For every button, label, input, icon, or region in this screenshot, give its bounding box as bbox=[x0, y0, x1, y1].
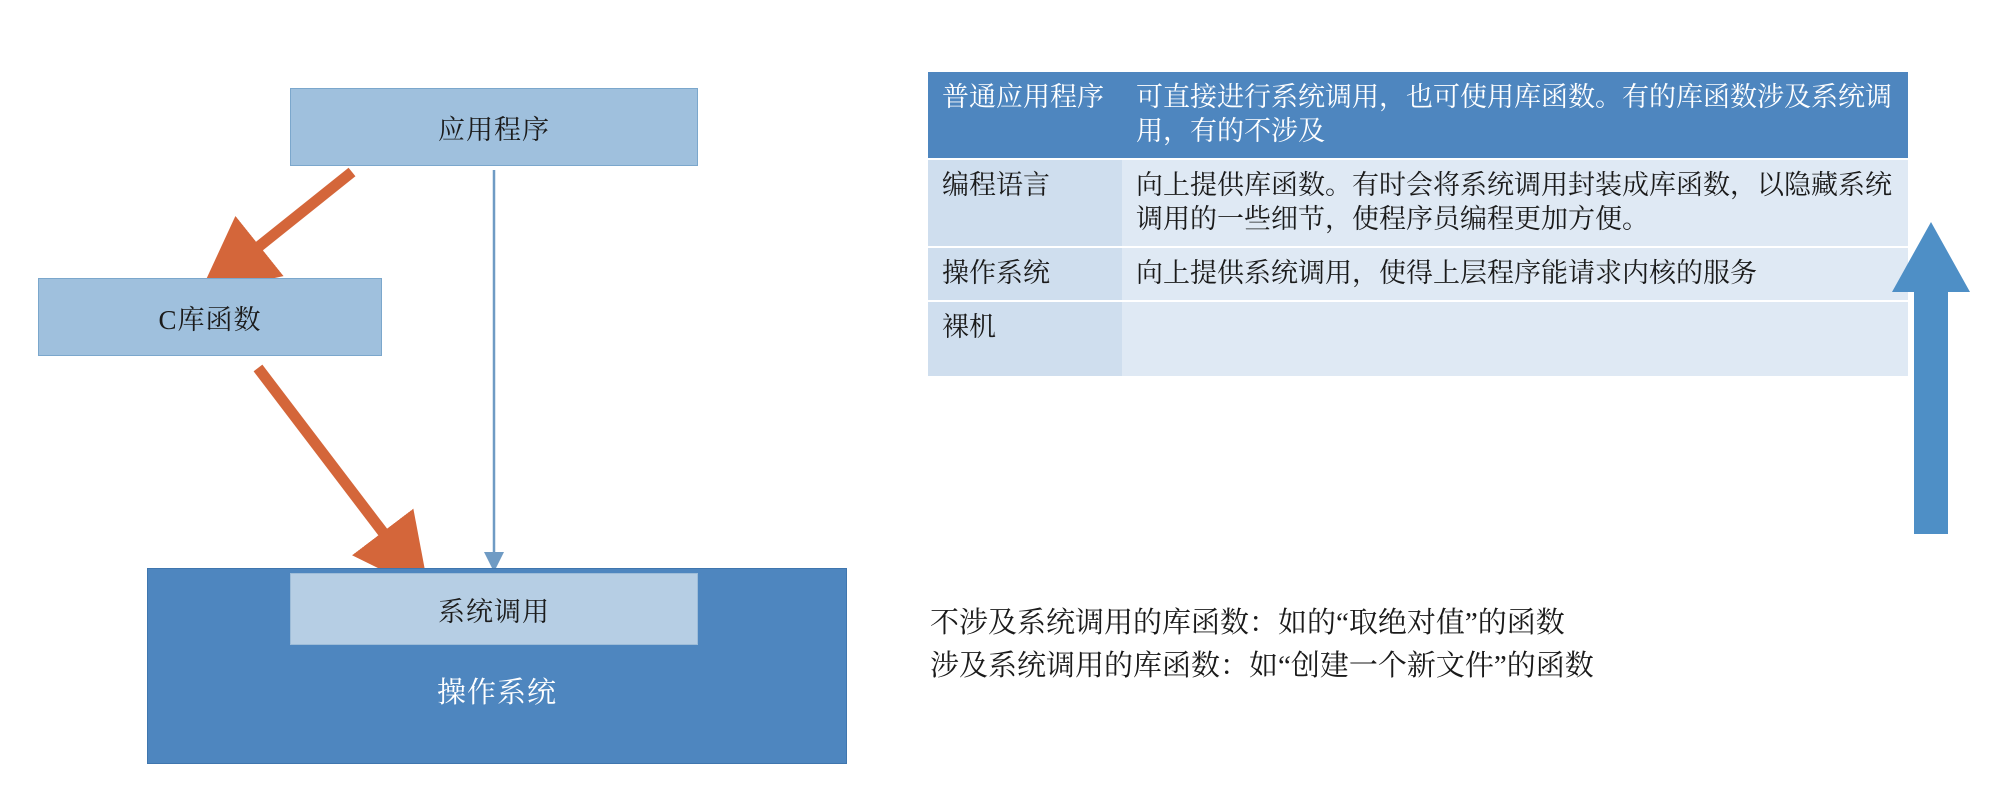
table-cell-description: 向上提供库函数。有时会将系统调用封装成库函数，以隐藏系统调用的一些细节，使程序员编程更加方便。 bbox=[1122, 159, 1908, 247]
footnotes bbox=[930, 602, 1940, 688]
table-row bbox=[928, 159, 1908, 247]
box-application bbox=[290, 88, 698, 166]
footnote-line-1: 不涉及系统调用的库函数：如的“取绝对值”的函数 bbox=[930, 607, 1565, 639]
clibrary-to-syscall-arrow bbox=[258, 368, 404, 560]
box-operating-system-label: 操作系统 bbox=[436, 677, 557, 709]
table-cell-layer: 编程语言 bbox=[928, 159, 1122, 247]
table-row bbox=[928, 247, 1908, 301]
upward-arrow-icon bbox=[1888, 218, 1974, 538]
app-to-clibrary-arrow bbox=[232, 172, 352, 268]
table-cell-description: 可直接进行系统调用，也可使用库函数。有的库函数涉及系统调用，有的不涉及 bbox=[1122, 72, 1908, 159]
table-cell-layer: 操作系统 bbox=[928, 247, 1122, 301]
box-c-library-label: C库函数 bbox=[158, 304, 262, 335]
table-row bbox=[928, 72, 1908, 159]
box-system-call bbox=[290, 573, 698, 645]
table-row bbox=[928, 301, 1908, 377]
layers-table-container bbox=[928, 72, 1892, 378]
box-system-call-label: 系统调用 bbox=[438, 596, 550, 627]
table-cell-layer: 裸机 bbox=[928, 301, 1122, 377]
table-cell-description bbox=[1122, 301, 1908, 377]
footnote-line-2: 涉及系统调用的库函数：如“创建一个新文件”的函数 bbox=[930, 649, 1594, 682]
layer-diagram bbox=[0, 0, 900, 800]
box-c-library bbox=[38, 278, 382, 356]
table-cell-layer: 普通应用程序 bbox=[928, 72, 1122, 159]
table-cell-description: 向上提供系统调用，使得上层程序能请求内核的服务 bbox=[1122, 247, 1908, 301]
layers-table bbox=[928, 72, 1908, 378]
box-application-label: 应用程序 bbox=[438, 114, 550, 145]
